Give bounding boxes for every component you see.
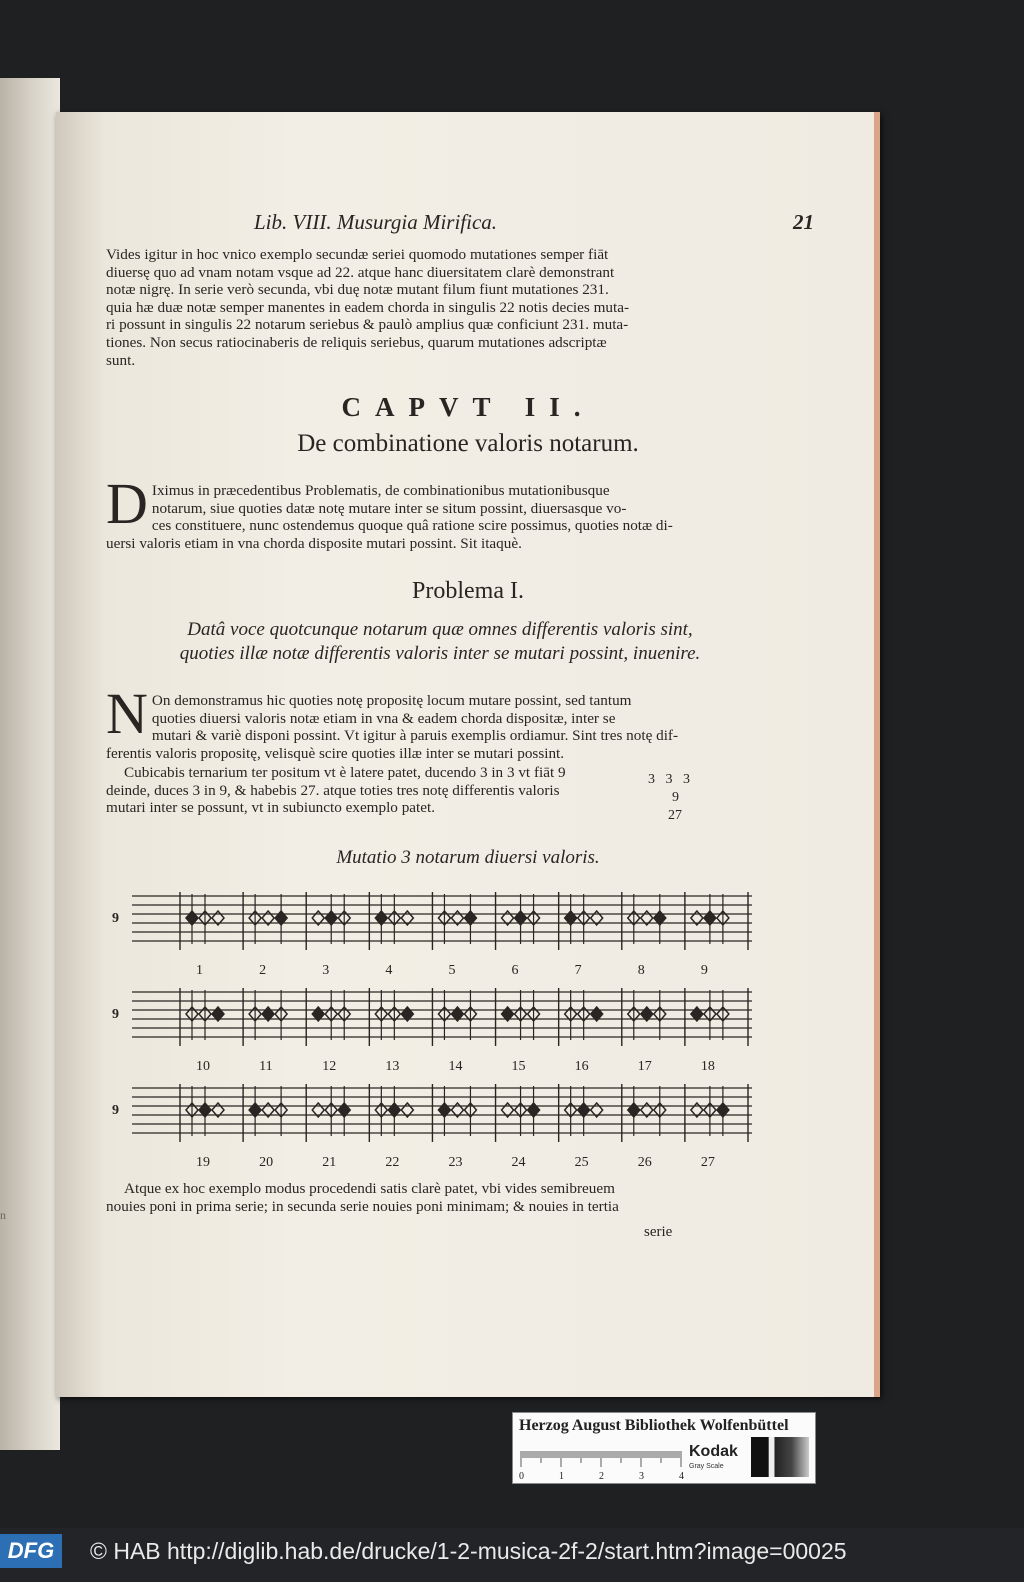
text-line: Cubicabis ternarium ter positum vt è latere patet, ducendo 3 in 3 vt fiāt 9 (124, 764, 566, 781)
text-line: ces constituere, nunc ostendemus quoque quâ ratione scire possimus, quoties notæ di- (151, 517, 673, 535)
running-head-title: Lib. VIII. Musurgia Mirifica. (254, 210, 498, 234)
measure-number: 26 (637, 1155, 652, 1170)
measure-number: 7 (574, 963, 582, 978)
measure-number: 11 (259, 1059, 273, 1074)
ruler-number: 1 (559, 1471, 564, 1482)
text-line: mutari & variè disponi possint. Vt igitur à paruis exemplis ordiamur. Sint tres notę dif- (151, 727, 679, 745)
measure-number: 18 (700, 1059, 715, 1074)
ruler-number: 2 (599, 1471, 604, 1482)
measure-number: 19 (196, 1155, 210, 1170)
dropcap: N (106, 681, 148, 746)
intro-paragraph (106, 246, 774, 369)
measure-number: 14 (448, 1059, 463, 1074)
measure-number: 3 (322, 963, 330, 978)
text-line: On demonstramus hic quoties notę propositę locum mutare possint, sed tantum (151, 692, 632, 709)
copyright-link[interactable]: © HAB http://diglib.hab.de/drucke/1-2-musica-2f-2/start.htm?image=00025 (90, 1538, 847, 1564)
text-line: Iximus in præcedentibus Problematis, de combinationibus mutationibusque (151, 482, 610, 499)
measure-number: 20 (259, 1155, 274, 1170)
ruler-scale (519, 1449, 684, 1482)
staff-label: 9 (112, 911, 119, 926)
measure-number: 10 (196, 1059, 210, 1074)
text-line: uersi valoris etiam in vna chorda disposite mutari possint. Sit itaquè. (106, 534, 522, 552)
text-line: sunt. (106, 351, 136, 369)
measure-number: 6 (511, 963, 519, 978)
text-line: notæ nigrę. In serie verò secunda, vbi duę notæ mutant filum fiunt mutationes 231. (106, 281, 609, 299)
measure-number: 17 (637, 1059, 652, 1074)
text-line: quoties diuersi valoris notæ etiam in vna & eadem chorda dispositæ, inter se (151, 709, 616, 727)
measure-number: 22 (385, 1155, 400, 1170)
gray-scale-label: Gray Scale (689, 1463, 724, 1470)
ruler-number: 0 (519, 1471, 524, 1482)
page-edge (874, 112, 880, 1397)
paragraph-non (106, 681, 774, 762)
calc-row: 3 3 3 (648, 772, 690, 787)
problem-title: Problema I. (412, 578, 524, 604)
measure-number: 13 (385, 1059, 400, 1074)
book-page (56, 112, 880, 1397)
running-head (254, 210, 814, 235)
kodak-brand: Kodak (689, 1443, 738, 1460)
library-name: Herzog August Bibliothek Wolfenbüttel (519, 1417, 789, 1434)
measure-number: 16 (574, 1059, 589, 1074)
text-line: Vides igitur in hoc vnico exemplo secundæ seriei quomodo mutationes semper fiāt (106, 246, 609, 263)
facing-page-edge: n (0, 78, 60, 1450)
measure-number: 1 (196, 963, 203, 978)
text-line: notarum, siue quoties datæ notę mutare inter se situm possint, diuersasque vo- (151, 499, 627, 517)
text-line: Datâ voce quotcunque notarum quæ omnes differentis valoris sint, (187, 619, 693, 640)
measure-number: 8 (637, 963, 645, 978)
music-example (112, 874, 772, 1194)
text-line: ferentis valoris propositę, velisquè scire quoties illæ inter se mutari possint. (106, 744, 565, 762)
dfg-logo: DFG (0, 1534, 62, 1568)
calc-row: 27 (668, 808, 682, 823)
measure-number: 12 (322, 1059, 337, 1074)
example-title: Mutatio 3 notarum diuersi valoris. (336, 847, 600, 868)
text-line: ri possunt in singulis 22 notarum seriebus & paulò amplius quæ conficiunt 231. muta- (106, 316, 629, 334)
measure-number: 27 (700, 1155, 715, 1170)
measure-number: 21 (322, 1155, 337, 1170)
gray-swatch (751, 1437, 809, 1477)
problem-statement (106, 618, 774, 666)
dropcap: D (106, 471, 148, 536)
measure-number: 23 (448, 1155, 463, 1170)
staff-label: 9 (112, 1007, 119, 1022)
text-line: tiones. Non secus ratiocinaberis de reliquis seriebus, quarum mutationes adscriptæ (106, 333, 607, 351)
calc-row: 9 (672, 790, 679, 805)
measure-number: 4 (385, 963, 393, 978)
text-line: nouies poni in prima serie; in secunda serie nouies poni minimam; & nouies in tertia (106, 1197, 619, 1215)
paragraph-cubicabis (106, 764, 646, 817)
text-line: mutari inter se possunt, vt in subiuncto exemplo patet. (106, 799, 436, 817)
measure-number: 5 (448, 963, 456, 978)
measure-number: 24 (511, 1155, 526, 1170)
measure-number: 25 (574, 1155, 589, 1170)
paragraph-dixims (106, 471, 774, 552)
chapter-subtitle: De combinatione valoris notarum. (297, 430, 639, 457)
ruler-number: 4 (679, 1471, 684, 1482)
text-line: quoties illæ notæ differentis valoris inter se mutari possint, inuenire. (179, 643, 701, 664)
text-line: quia hæ duæ notæ semper manentes in eadem chorda in singulis 22 notis decies muta- (106, 298, 630, 316)
catchword: serie (644, 1224, 673, 1240)
page-number: 21 (793, 210, 814, 234)
viewer-footer (0, 1528, 1024, 1582)
staff-label: 9 (112, 1103, 119, 1118)
closing-paragraph (106, 1180, 774, 1215)
measure-number: 9 (700, 963, 708, 978)
text-line: diuersę quo ad vnam notam vsque ad 22. atque hanc diuersitatem clarè demonstrant (106, 263, 615, 281)
measure-number: 2 (259, 963, 267, 978)
ruler-number: 3 (639, 1471, 644, 1482)
text-line: Atque ex hoc exemplo modus procedendi satis clarè patet, vbi vides semibreuem (124, 1180, 615, 1197)
measure-number: 15 (511, 1059, 526, 1074)
text-line: deinde, duces 3 in 9, & habebis 27. atque toties tres notę differentis valoris (106, 781, 560, 799)
library-stamp (512, 1412, 816, 1484)
chapter-title: CAPVT II. (341, 392, 595, 422)
